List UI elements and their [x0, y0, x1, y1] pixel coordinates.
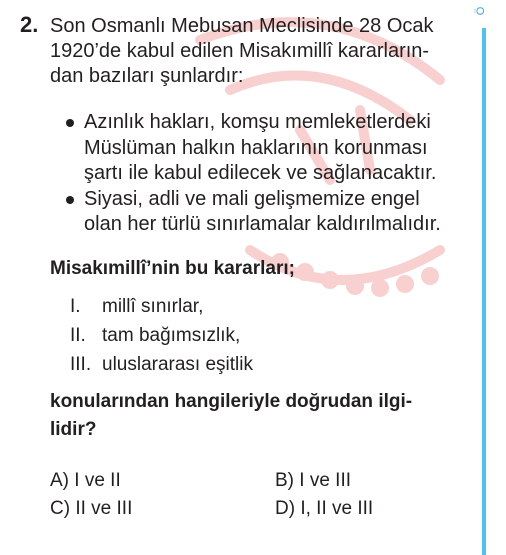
bullet-item	[64, 110, 474, 187]
subheading: Misakımillî’nin bu kararları;	[50, 258, 295, 279]
roman-text: millî sınırlar,	[102, 296, 204, 317]
roman-number: II.	[70, 325, 86, 346]
prompt-line: lidir?	[50, 419, 97, 440]
bullet-line: Siyasi, adli ve mali gelişmemize engel	[84, 187, 420, 210]
roman-text: uluslararası eşitlik	[102, 354, 253, 375]
roman-item	[70, 350, 253, 379]
roman-number: III.	[70, 354, 92, 375]
question-stem	[50, 14, 470, 89]
bullet-line: Müslüman halkın haklarının korunması	[84, 136, 428, 159]
question-number: 2.	[20, 12, 39, 37]
bullet-line: Azınlık hakları, komşu memleketlerdeki	[84, 111, 431, 133]
bullet-dot-icon	[66, 196, 74, 204]
option-b[interactable]: B) I ve III	[275, 470, 352, 491]
prompt-line: konularından hangileriyle doğrudan ilgi-	[50, 391, 413, 412]
stem-line: Son Osmanlı Mebusan Meclisinde 28 Ocak	[50, 15, 434, 37]
bullet-dot-icon	[66, 119, 74, 127]
side-label: Ö	[475, 6, 487, 16]
side-accent-line	[482, 28, 486, 555]
question-prompt	[50, 388, 470, 444]
roman-list	[70, 292, 253, 379]
roman-number: I.	[70, 296, 81, 317]
bullet-list	[64, 110, 474, 238]
roman-item	[70, 292, 253, 321]
bullet-line: olan her türlü sınırlamalar kaldırılmalıdır.	[84, 213, 441, 235]
option-c[interactable]: C) II ve III	[50, 498, 133, 519]
roman-text: tam bağımsızlık,	[102, 325, 241, 346]
roman-item	[70, 321, 253, 350]
bullet-item	[64, 187, 474, 238]
stem-line: 1920’de kabul edilen Misakımillî kararların-	[50, 40, 430, 62]
stem-line: dan bazıları şunlardır:	[50, 65, 244, 87]
option-d[interactable]: D) I, II ve III	[275, 498, 374, 519]
option-a[interactable]: A) I ve II	[50, 470, 121, 491]
bullet-line: şartı ile kabul edilecek ve sağlanacaktır.	[84, 162, 437, 184]
